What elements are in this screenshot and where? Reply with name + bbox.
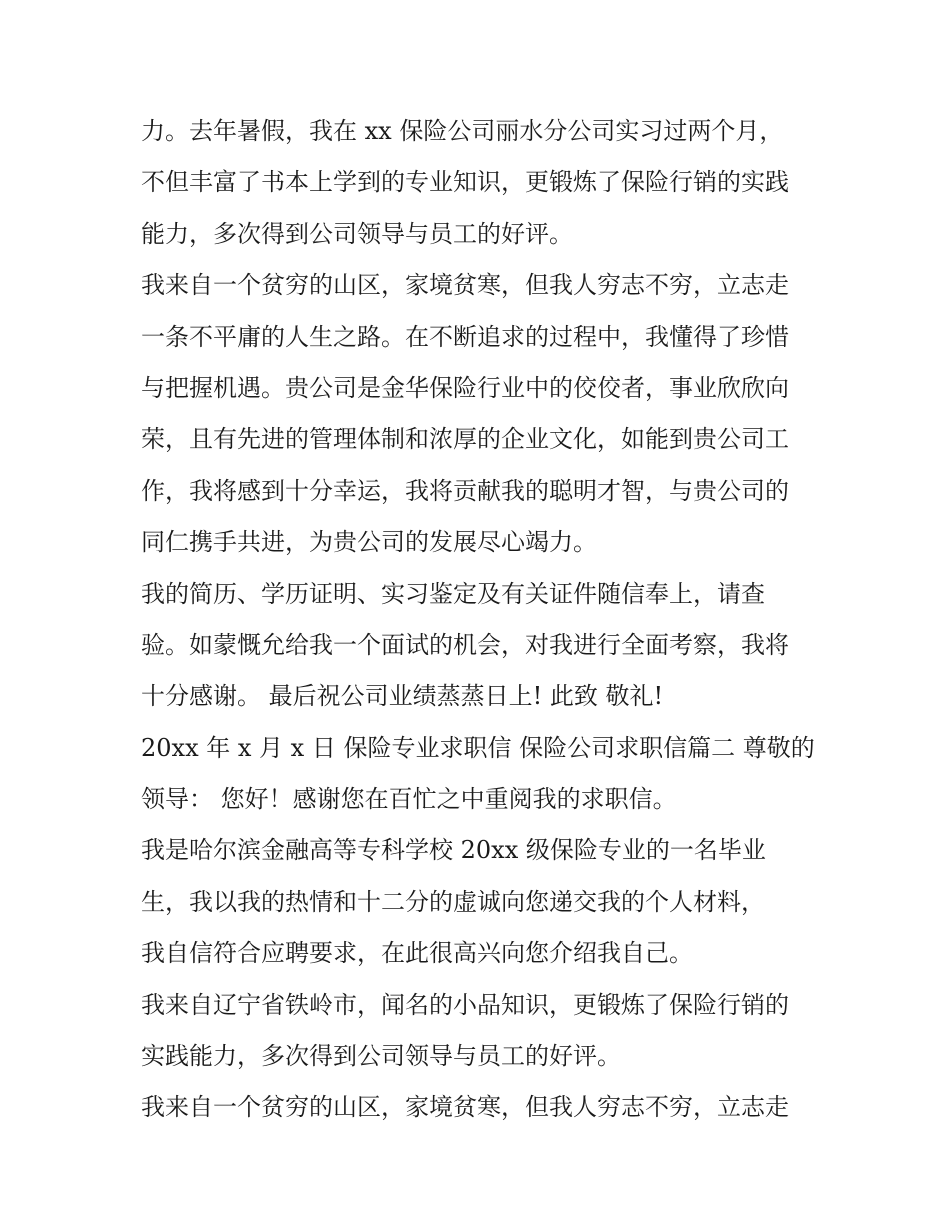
text-line: 我来自一个贫穷的山区，家境贫寒，但我人穷志不穷，立志走 <box>141 271 789 300</box>
text-line: 一条不平庸的人生之路。在不断追求的过程中，我懂得了珍惜 <box>141 322 789 351</box>
text-line: 我自信符合应聘要求，在此很高兴向您介绍我自己。 <box>141 939 693 968</box>
text-line: 实践能力，多次得到公司领导与员工的好评。 <box>141 1042 621 1071</box>
text-line: 我来自辽宁省铁岭市，闻名的小品知识，更锻炼了保险行销的 <box>141 990 789 1019</box>
text-line: 与把握机遇。贵公司是金华保险行业中的佼佼者，事业欣欣向 <box>141 373 789 402</box>
text-line: 我来自一个贫穷的山区，家境贫寒，但我人穷志不穷，立志走 <box>141 1093 789 1122</box>
text-line: 我是哈尔滨金融高等专科学校 20xx 级保险专业的一名毕业 <box>141 836 766 865</box>
text-line: 荣，且有先进的管理体制和浓厚的企业文化，如能到贵公司工 <box>141 425 789 454</box>
text-line: 生，我以我的热情和十二分的虚诚向您递交我的个人材料， <box>141 887 765 916</box>
text-line: 我的简历、学历证明、实习鉴定及有关证件随信奉上，请查 <box>141 579 765 608</box>
text-line: 领导： 您好！感谢您在百忙之中重阅我的求职信。 <box>141 785 677 814</box>
text-line: 不但丰富了书本上学到的专业知识，更锻炼了保险行销的实践 <box>141 168 789 197</box>
text-line: 力。去年暑假，我在 xx 保险公司丽水分公司实习过两个月， <box>141 117 784 145</box>
text-line: 同仁携手共进，为贵公司的发展尽心竭力。 <box>141 528 597 557</box>
text-line: 作，我将感到十分幸运，我将贡献我的聪明才智，与贵公司的 <box>141 476 789 505</box>
text-line: 20xx 年 x 月 x 日 保险专业求职信 保险公司求职信篇二 尊敬的 <box>141 733 815 762</box>
text-line: 验。如蒙慨允给我一个面试的机会，对我进行全面考察，我将 <box>141 630 789 659</box>
body-text <box>141 106 821 1134</box>
text-line: 能力，多次得到公司领导与员工的好评。 <box>141 219 573 248</box>
text-line: 十分感谢。 最后祝公司业绩蒸蒸日上! 此致 敬礼! <box>141 682 664 711</box>
